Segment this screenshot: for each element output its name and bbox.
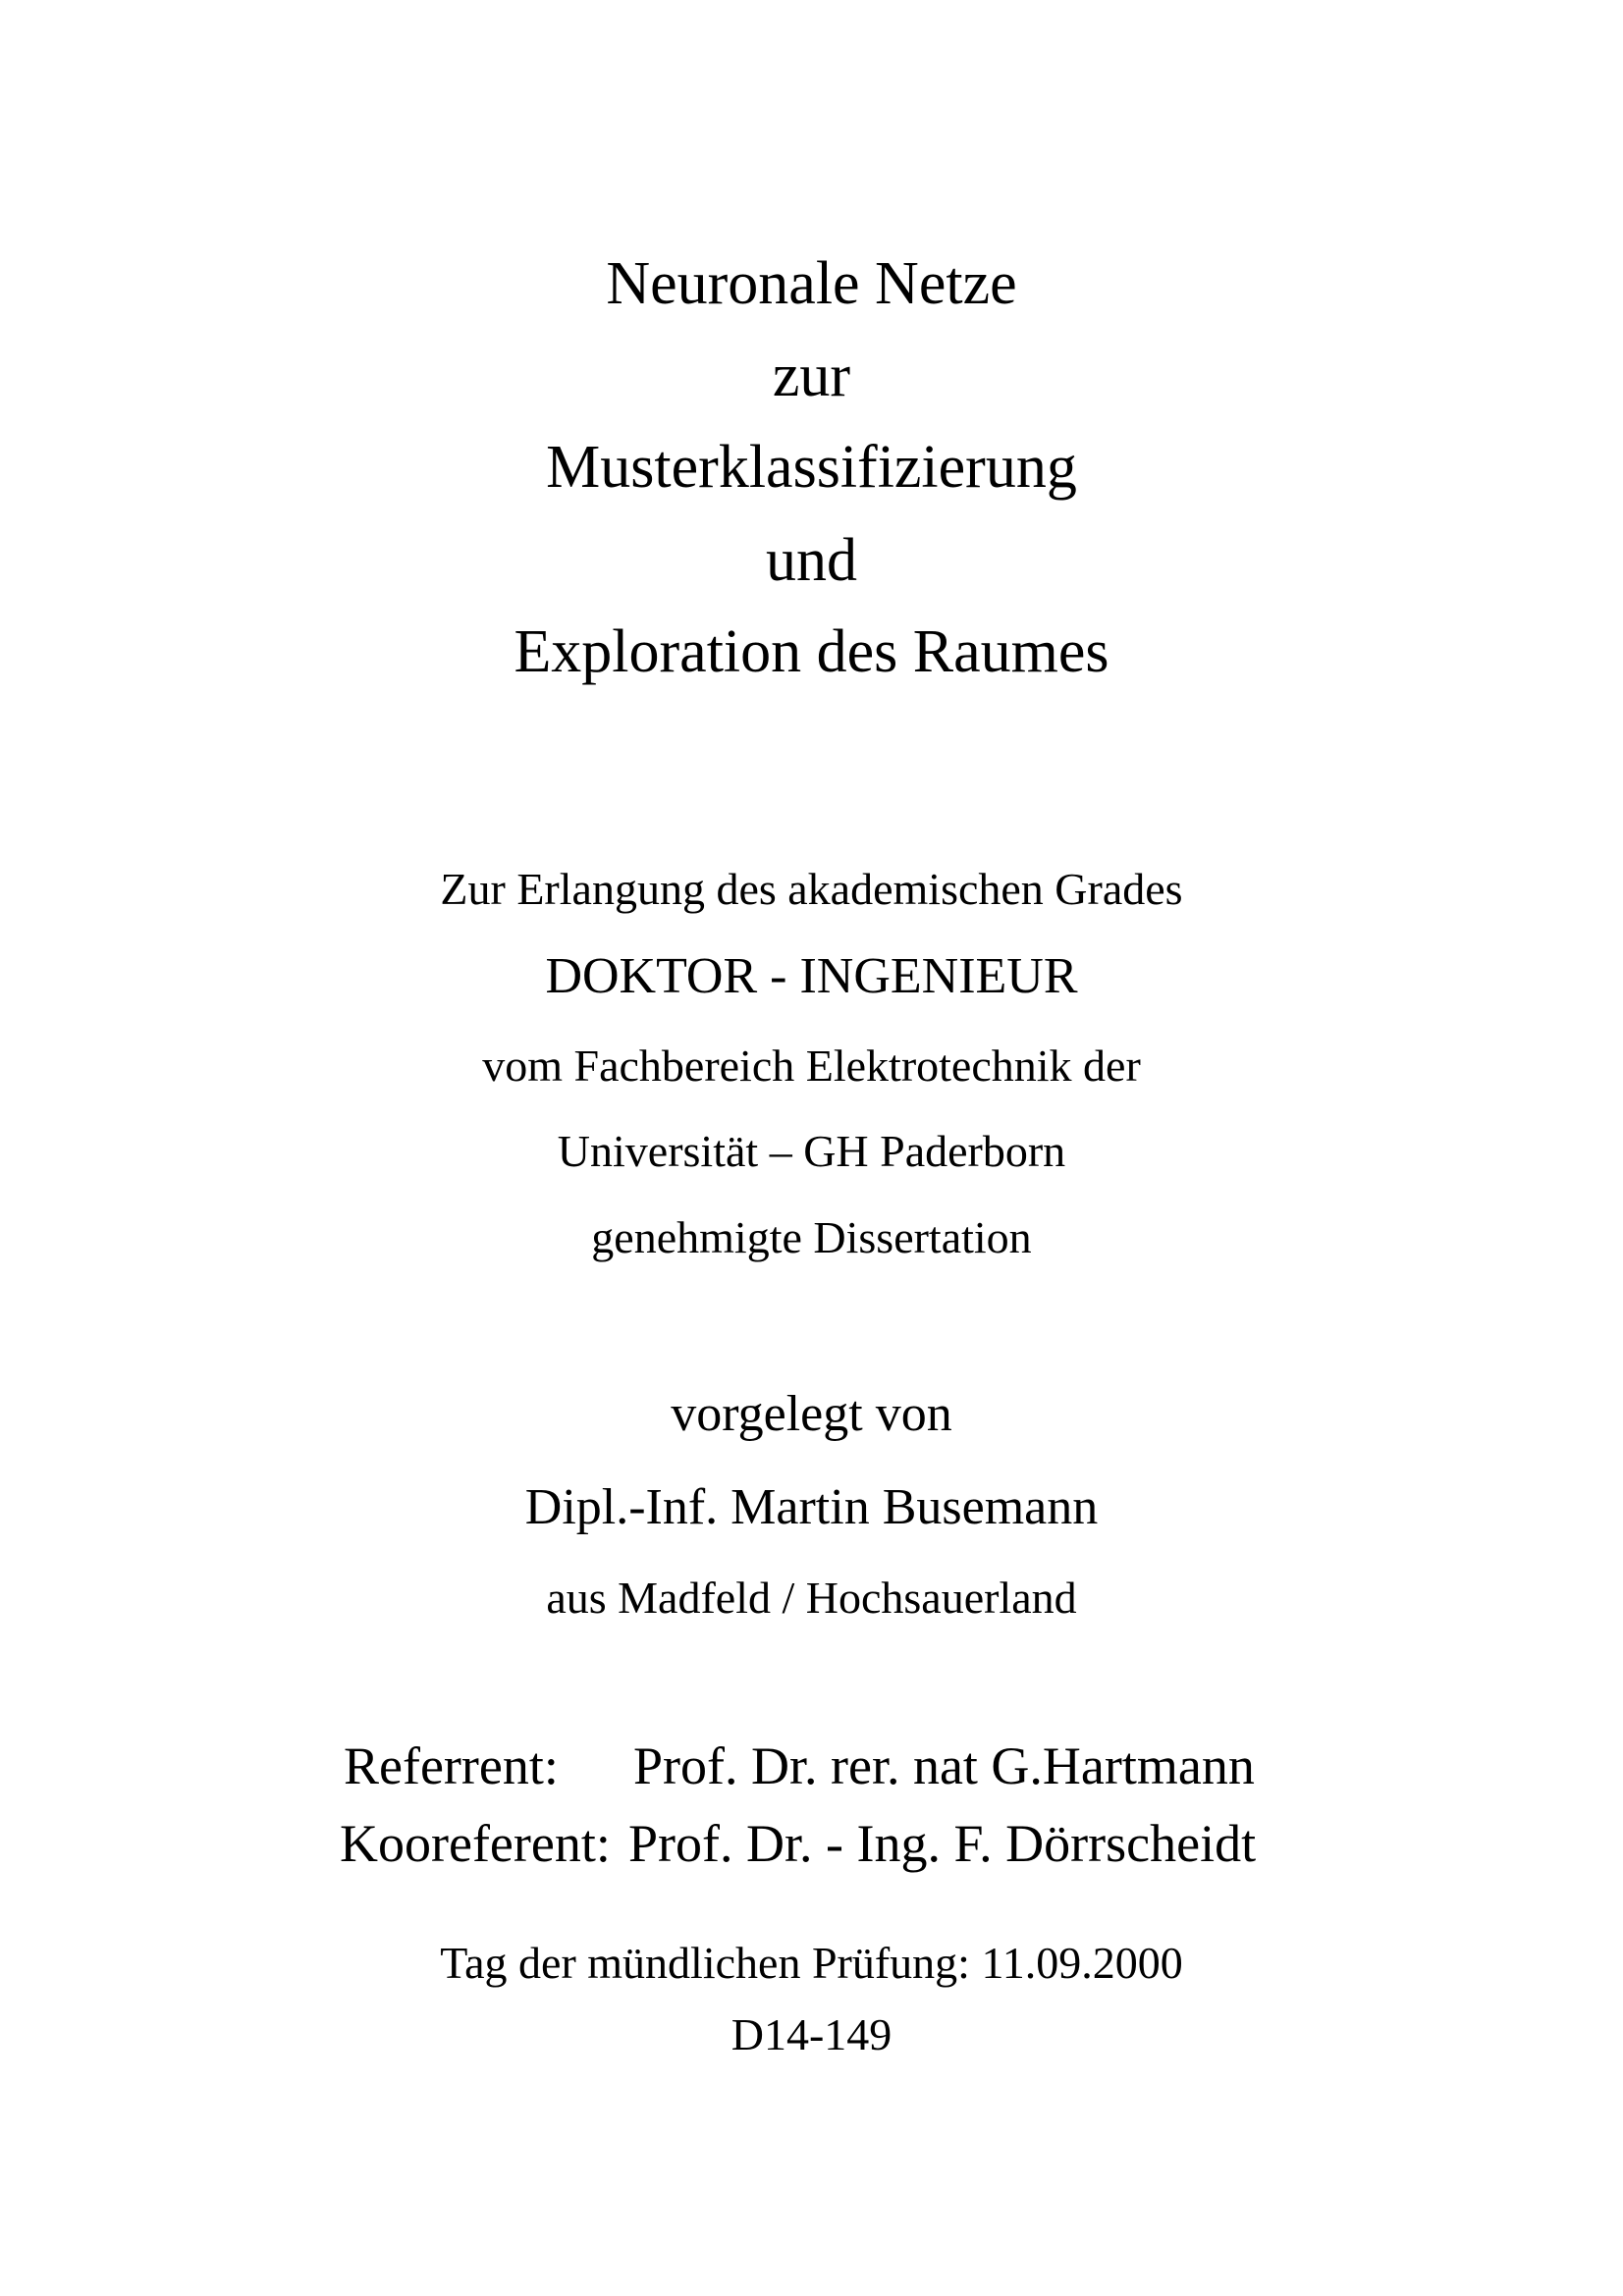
title-line-3: Musterklassifizierung <box>546 434 1077 501</box>
referee-role-1: Referrent: <box>344 1736 559 1795</box>
degree-department: vom Fachbereich Elektrotechnik der <box>482 1041 1141 1091</box>
presented-by: vorgelegt von <box>671 1386 952 1442</box>
exam-code: D14-149 <box>730 2009 893 2059</box>
author-origin: aus Madfeld / Hochsauerland <box>546 1573 1077 1623</box>
title-line-4: und <box>766 527 857 594</box>
degree-intro: Zur Erlangung des akademischen Grades <box>440 864 1183 914</box>
title-line-5: Exploration des Raumes <box>514 618 1109 685</box>
degree-name: DOKTOR - INGENIEUR <box>545 948 1078 1004</box>
author-name: Dipl.-Inf. Martin Busemann <box>524 1479 1099 1535</box>
referee-name-1: Prof. Dr. rer. nat G.Hartmann <box>633 1736 1255 1795</box>
referee-role-2: Kooreferent: <box>340 1814 611 1873</box>
title-line-2: zur <box>772 343 851 409</box>
degree-university: Universität – GH Paderborn <box>557 1126 1066 1176</box>
referee-name-2: Prof. Dr. - Ing. F. Dörrscheidt <box>628 1814 1257 1873</box>
exam-date: Tag der mündlichen Prüfung: 11.09.2000 <box>440 1938 1183 1988</box>
degree-approved: genehmigte Dissertation <box>591 1212 1032 1262</box>
title-line-1: Neuronale Netze <box>606 250 1017 317</box>
